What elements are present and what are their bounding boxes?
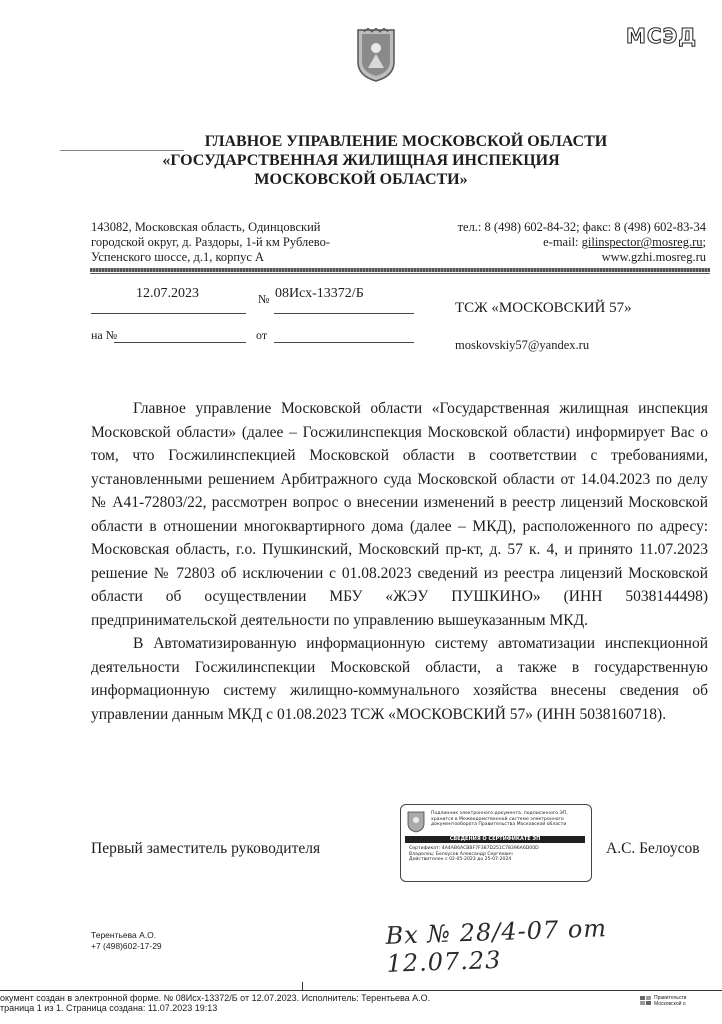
handwritten-registration-note: Вх № 28/4-07 от 12.07.23 <box>385 914 608 978</box>
body-paragraph-1: Главное управление Московской области «Государственная жилищная инспекция Московской области» (далее – Госжилинспекция Московской области) информирует Вас о том, что Госжилинспекцией Московской области в соответствии с требованиями, установленными решением Арбитражного суда Московской области от 14.04.2023 по делу № А41-72803/22, рассмотрен вопрос о внесении изменений в реестр лицензий Московской области в отношении многоквартирного дома (далее – МКД), расположенного по адресу: Московская область, г.о. Пушкинский, Московский пр-кт, д. 57 к. 4, и принято 11.07.2023 решение № 72803 об исключении с 01.08.2023 сведений из реестра лицензий Московской области об осуществлении МБУ «ЖЭУ ПУШКИНО» (ИНН 5038144498) предпринимательской деятельности по управлению вышеуказанным МКД. <box>91 400 708 629</box>
reference-number-label: на № <box>91 328 118 342</box>
outgoing-number: 08Исх-13372/Б <box>275 286 364 301</box>
stamp-title: СВЕДЕНИЯ О СЕРТИФИКАТЕ ЭП <box>405 836 585 843</box>
stamp-validity: Действителен с 02-05-2023 до 25-07-2024 <box>409 857 512 863</box>
signature-emblem-icon <box>407 811 425 833</box>
footer-line-2: траница 1 из 1. Страница создана: 11.07.2023 19:13 <box>0 1003 218 1013</box>
government-emblem-icon <box>640 996 652 1006</box>
government-label-line-1: Правительств <box>654 995 687 1001</box>
footer-line-1: окумент создан в электронной форме. № 08Исх-13372/Б от 12.07.2023. Исполнитель: Терентьева А.О. <box>0 993 431 1003</box>
executor-phone: +7 (498)602-17-29 <box>91 941 162 951</box>
address-line-2: городской округ, д. Раздоры, 1-й км Рублево- <box>91 235 331 249</box>
signer-name: А.С. Белоусов <box>606 840 700 857</box>
government-label <box>654 996 686 1007</box>
reference-number-underline <box>114 342 246 343</box>
email-link[interactable]: gilinspector@mosreg.ru <box>581 235 703 249</box>
address-line-1: 143082, Московская область, Одинцовский <box>91 220 321 234</box>
email-label: e-mail: <box>543 235 582 249</box>
body-paragraph-2: В Автоматизированную информационную систему автоматизации инспекционной деятельности Госжилинспекции Московской области, а также в государственную информационную систему жилищно-коммунального хозяйства внесены сведения об управлении данным МКД с 01.08.2023 ТСЖ «МОСКОВСКИЙ 57» (ИНН 5038160718). <box>91 635 708 723</box>
organization-line-3: МОСКОВСКОЙ ОБЛАСТИ» <box>254 171 468 188</box>
phone-fax: тел.: 8 (498) 602-84-32; факс: 8 (498) 602-83-34 <box>457 220 706 234</box>
organization-line-1: ГЛАВНОЕ УПРАВЛЕНИЕ МОСКОВСКОЙ ОБЛАСТИ <box>204 133 608 150</box>
document-date: 12.07.2023 <box>136 286 199 301</box>
footer-text <box>0 993 430 1013</box>
reference-date-underline <box>274 342 414 343</box>
mesd-logo: МСЭД <box>626 24 698 48</box>
organization-name <box>0 132 722 189</box>
stamp-info <box>409 846 587 863</box>
recipient-email: moskovskiy57@yandex.ru <box>455 338 590 352</box>
reference-date-label: от <box>256 328 268 342</box>
letterhead-band-line <box>90 273 710 274</box>
footer-rule <box>0 990 722 991</box>
stamp-owner: Владелец: Белоусов Александр Сергеевич <box>409 851 513 857</box>
executor-name: Терентьева А.О. <box>91 930 157 940</box>
date-underline <box>91 313 246 314</box>
stamp-certificate: Сертификат: 4A4AB6ACBBF7F387D251C78396A6D00D <box>409 846 539 851</box>
stamp-header-line-2: хранится в Межведомственной системе электронного <box>431 816 564 822</box>
number-underline <box>274 313 414 314</box>
government-label-line-2: Московской о <box>654 1000 686 1007</box>
postal-address <box>91 220 391 265</box>
coat-of-arms-icon <box>356 28 396 82</box>
contact-block <box>458 220 706 265</box>
address-line-3: Успенского шоссе, д.1, корпус А <box>91 250 265 264</box>
signer-position: Первый заместитель руководителя <box>91 840 321 857</box>
website: www.gzhi.mosreg.ru <box>601 250 706 264</box>
email-row <box>458 235 706 250</box>
stamp-header <box>431 811 586 828</box>
letter-body <box>91 397 708 726</box>
executor-info <box>91 930 162 952</box>
number-label: № <box>258 292 270 306</box>
stamp-header-line-1: Подлинник электронного документа, подписанного ЭП, <box>431 811 568 816</box>
organization-line-2: «ГОСУДАРСТВЕННАЯ ЖИЛИЩНАЯ ИНСПЕКЦИЯ <box>162 152 560 169</box>
email-tail: ; <box>702 235 706 249</box>
electronic-signature-stamp <box>400 804 592 882</box>
recipient-name: ТСЖ «МОСКОВСКИЙ 57» <box>455 300 632 316</box>
letterhead-band <box>90 268 710 272</box>
stamp-header-line-3: документооборота Правительства Московской области <box>431 822 567 828</box>
